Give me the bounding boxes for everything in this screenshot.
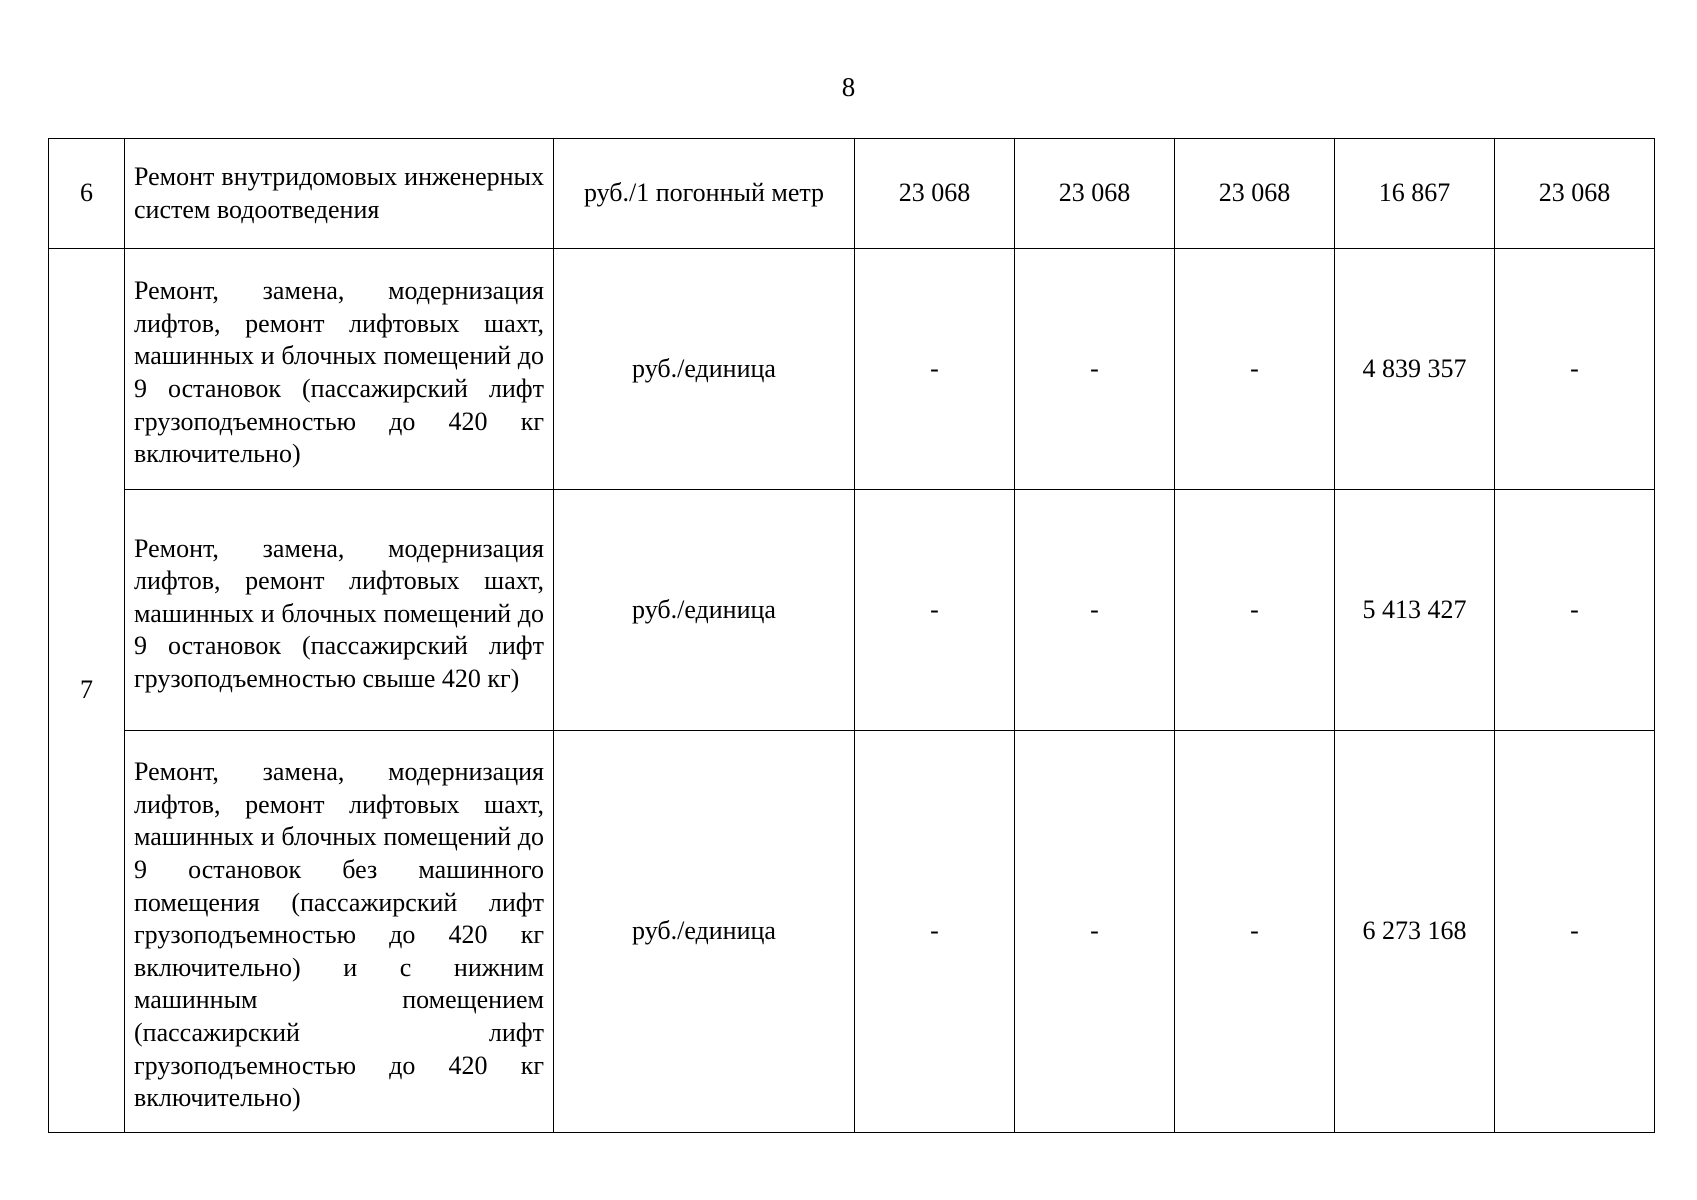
unit-cell: руб./1 погонный метр [554, 139, 855, 249]
value-cell: 23 068 [855, 139, 1015, 249]
work-description [125, 139, 554, 249]
unit-cell: руб./единица [554, 731, 855, 1133]
table-row [49, 490, 1655, 731]
value-cell: - [855, 490, 1015, 731]
value-cell: 23 068 [1495, 139, 1655, 249]
value-cell: - [1495, 490, 1655, 731]
value-cell: - [1015, 490, 1175, 731]
value-cell: - [1175, 249, 1335, 490]
table-row [49, 249, 1655, 490]
table-row [49, 139, 1655, 249]
table-row [49, 731, 1655, 1133]
value-cell: - [1015, 731, 1175, 1133]
value-cell: 23 068 [1175, 139, 1335, 249]
value-cell: 16 867 [1335, 139, 1495, 249]
value-cell: - [1495, 249, 1655, 490]
value-cell: 4 839 357 [1335, 249, 1495, 490]
work-description [125, 490, 554, 731]
row-number: 7 [49, 249, 125, 1133]
unit-cell: руб./единица [554, 490, 855, 731]
work-description-text: Ремонт внутридомовых инженерных систем водоотведения [134, 161, 544, 224]
value-cell: - [855, 731, 1015, 1133]
value-cell: 23 068 [1015, 139, 1175, 249]
value-cell: - [1175, 490, 1335, 731]
work-description [125, 731, 554, 1133]
work-description-text: Ремонт, замена, модернизация лифтов, ремонт лифтовых шахт, машинных и блочных помещений до 9 остановок без машинного помещения (пассажирский лифт грузоподъемностью до 420 кг включительно) и с нижним машинным помещением (пассажирский лифт грузоподъемностью до 420 кг включительно) [134, 757, 544, 1113]
value-cell: - [1175, 731, 1335, 1133]
value-cell: - [1495, 731, 1655, 1133]
value-cell: 5 413 427 [1335, 490, 1495, 731]
unit-cell: руб./единица [554, 249, 855, 490]
value-cell: 6 273 168 [1335, 731, 1495, 1133]
work-description-text: Ремонт, замена, модернизация лифтов, ремонт лифтовых шахт, машинных и блочных помещений до 9 остановок (пассажирский лифт грузоподъемностью до 420 кг включительно) [134, 276, 544, 469]
work-description [125, 249, 554, 490]
page-number: 8 [841, 72, 856, 102]
value-cell: - [855, 249, 1015, 490]
work-description-text: Ремонт, замена, модернизация лифтов, ремонт лифтовых шахт, машинных и блочных помещений до 9 остановок (пассажирский лифт грузоподъемностью свыше 420 кг) [134, 533, 544, 693]
value-cell: - [1015, 249, 1175, 490]
row-number: 6 [49, 139, 125, 249]
cost-table [48, 138, 1655, 1133]
